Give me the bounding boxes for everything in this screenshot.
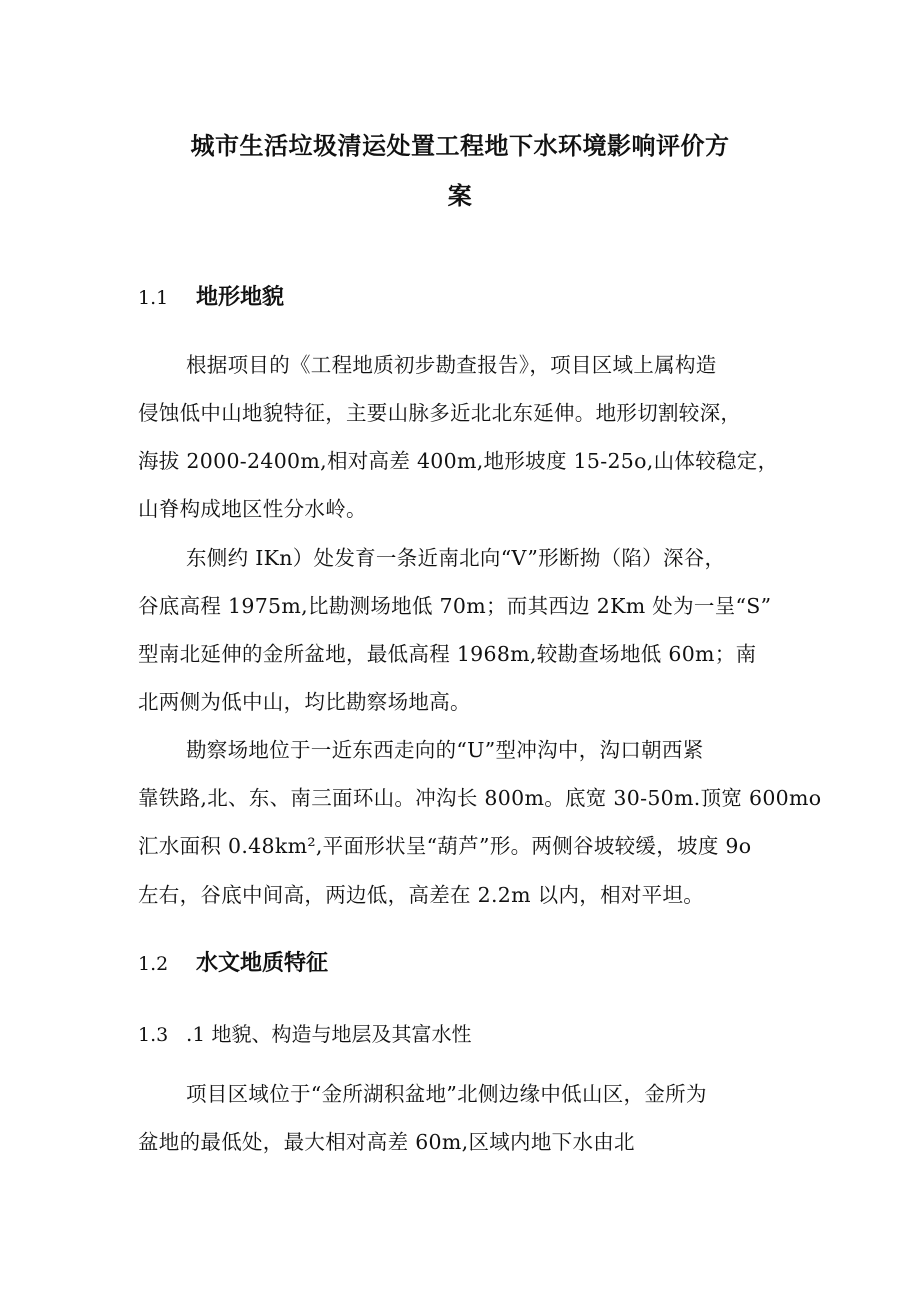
section-title: .1 地貌、构造与地层及其富水性 <box>186 1022 472 1046</box>
paragraph-3-line: 勘察场地位于一近东西走向的“U”型冲沟中，沟口朝西紧 <box>186 738 704 762</box>
section-heading-1-3 <box>138 1018 471 1047</box>
section-number: 1.1 <box>138 287 169 309</box>
paragraph-2-line: 谷底高程 1975m,比勘测场地低 70m；而其西边 2Km 处为一呈“S” <box>138 594 772 618</box>
section-title: 水文地质特征 <box>196 951 329 976</box>
section-number: 1.3 <box>138 1024 169 1046</box>
section-heading-1-1 <box>138 280 284 311</box>
paragraph-2-line: 北两侧为低中山，均比勘察场地高。 <box>138 690 471 714</box>
document-title-line-2: 案 <box>447 182 473 210</box>
section-heading-1-2 <box>138 946 328 977</box>
paragraph-1-line: 根据项目的《工程地质初步勘查报告》，项目区域上属构造 <box>186 353 717 377</box>
paragraph-2-line: 型南北延伸的金所盆地，最低高程 1968m,较勘查场地低 60m；南 <box>138 642 757 666</box>
paragraph-4-line: 盆地的最低处，最大相对高差 60m,区域内地下水由北 <box>138 1130 635 1154</box>
section-title: 地形地貌 <box>196 285 285 310</box>
section-number: 1.2 <box>138 953 169 975</box>
paragraph-2-line: 东侧约 IKn）处发育一条近南北向“V”形断拗（陷）深谷， <box>186 546 726 570</box>
paragraph-4-line: 项目区域位于“金所湖积盆地”北侧边缘中低山区，金所为 <box>186 1082 707 1106</box>
paragraph-3-line: 靠铁路,北、东、南三面环山。冲沟长 800m。底宽 30-50m.顶宽 600mo <box>138 786 822 810</box>
paragraph-1-line: 海拔 2000-2400m,相对高差 400m,地形坡度 15-25o,山体较稳定， <box>138 449 779 473</box>
document-title-line-1: 城市生活垃圾清运处置工程地下水环境影响评价方 <box>190 132 730 160</box>
paragraph-1-line: 山脊构成地区性分水岭。 <box>138 497 367 521</box>
paragraph-1-line: 侵蚀低中山地貌特征，主要山脉多近北北东延伸。地形切割较深， <box>138 401 742 425</box>
paragraph-3-line: 汇水面积 0.48km²,平面形状呈“葫芦”形。两侧谷坡较缓，坡度 9o <box>138 834 752 858</box>
paragraph-3-line: 左右，谷底中间高，两边低，高差在 2.2m 以内，相对平坦。 <box>138 883 705 907</box>
